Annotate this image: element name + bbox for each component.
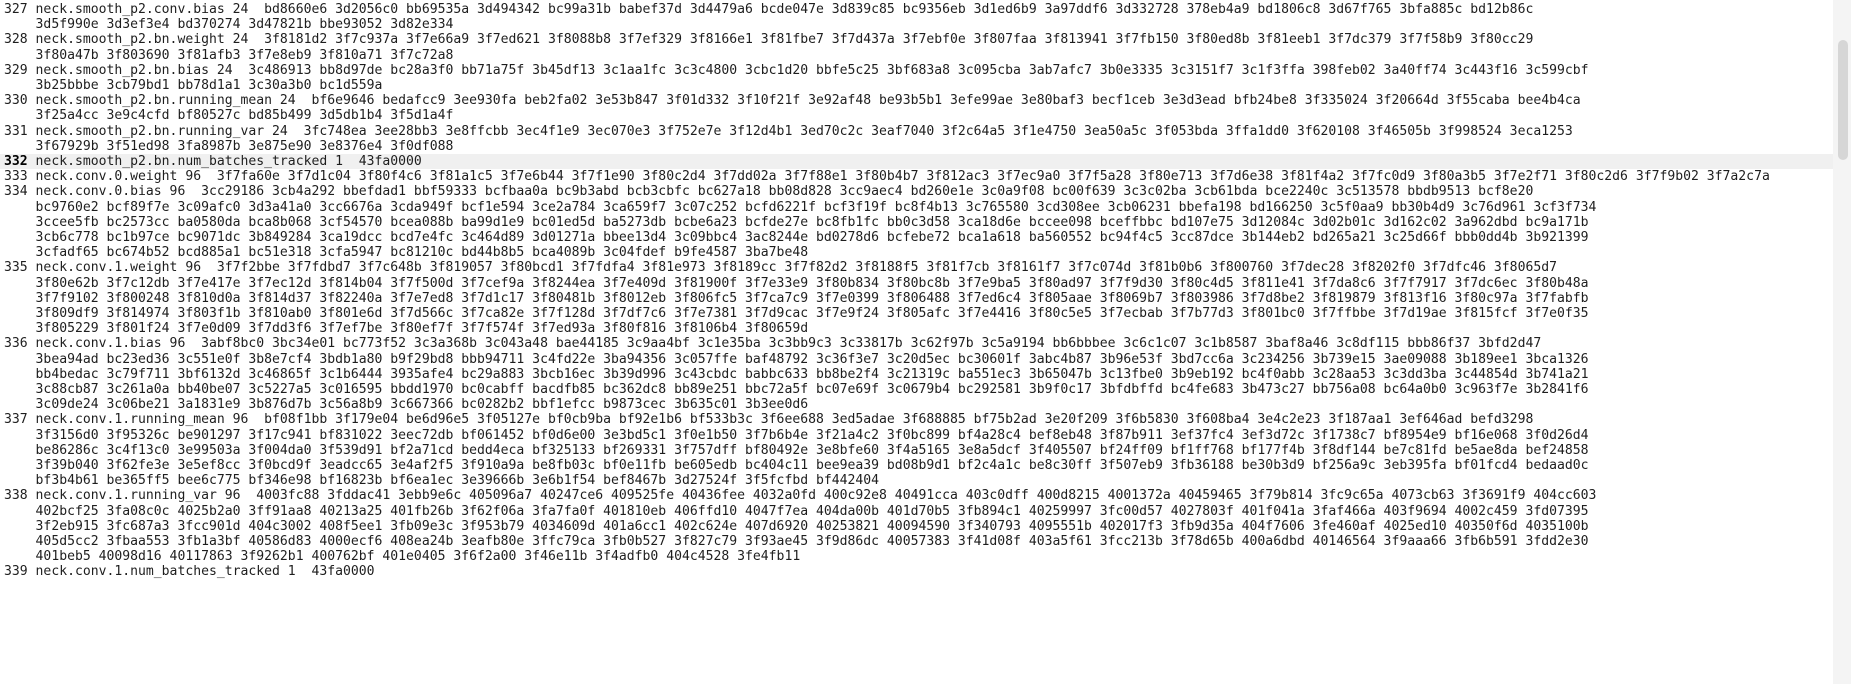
line-number: 334 xyxy=(4,184,36,200)
editor-line[interactable] xyxy=(0,367,1589,382)
line-text: 3f25a4cc 3e9c4cfd bf80527c bd85b499 3d5db1b4 3f5d1a4f xyxy=(35,108,454,124)
editor-line[interactable] xyxy=(0,321,808,336)
line-text: 3f3156d0 3f95326c be901297 3f17c941 bf831022 3eec72db bf061452 bf0d6e00 3e3bd5c1 3f0e1b50 3f7b6b4e 3f21a4c2 3f0bc899 bf4a28c4 bef8eb48 3f87b911 3ef37fc4 3ef3d72c 3f1738c7 bf8954e9 bf16e068 3f0d26d4 xyxy=(35,427,1589,443)
line-text: 3f7f9102 3f800248 3f810d0a 3f814d37 3f82240a 3f7e7ed8 3f7d1c17 3f80481b 3f8012eb 3f806fc5 3f7ca7c9 3f7e0399 3f806488 3f7ed6c4 3f805aae 3f8069b7 3f803986 3f7d8be2 3f819879 3f813f16 3f80c97a 3f7fabfb xyxy=(35,290,1589,306)
scrollbar-thumb[interactable] xyxy=(1838,40,1848,160)
editor-line[interactable] xyxy=(0,230,1589,245)
line-number xyxy=(4,504,36,519)
line-text: bf3b4b61 be365ff5 bee6c775 bf346e98 bf16823b bf6ea1ec 3e39666b 3e6b1f54 bef8467b 3d27524f 3f5fcfbd bf442404 xyxy=(35,473,880,489)
line-text: 3c88cb87 3c261a0a bb40be07 3c5227a5 3c016595 bbdd1970 bc0cabff bacdfb85 bc362dc8 bb89e251 bbc72a5f bc07e69f 3c0679b4 bc292581 3b9f0c17 3bfdbffd bc4fe683 3b473c27 bb756a08 bc64a0b0 3c963f7e 3b2841f6 xyxy=(35,382,1589,397)
line-text: neck.conv.1.bias 96 3abf8bc0 3bc34e01 bc773f52 3c3a368b 3c043a48 bae44185 3c9aa4bf 3c1e35ba 3c3bb9c3 3c33817b 3c62f97b 3c5a9194 bb6bbbee 3c6c1c07 3c1b8587 3baf8a46 3c8df115 bbb86f37 3bfd2d47 xyxy=(35,336,1542,352)
line-number xyxy=(4,321,36,336)
line-text: 3f2eb915 3fc687a3 3fcc901d 404c3002 408f5ee1 3fb09e3c 3f953b79 4034609d 401a6cc1 402c624e 407d6920 40253821 40094590 3f340793 4095551b 402017f3 3fb9d35a 404f7606 3fe460af 4025ed10 40350f6d 4035100b xyxy=(35,518,1589,534)
vertical-scrollbar[interactable] xyxy=(1833,0,1851,684)
editor-line[interactable] xyxy=(0,412,1533,427)
editor-line[interactable] xyxy=(0,428,1589,443)
line-number: 331 xyxy=(4,123,36,139)
line-number: 338 xyxy=(4,488,36,504)
line-number xyxy=(4,443,36,458)
editor-line[interactable] xyxy=(0,458,1589,473)
line-text: 3f80a47b 3f803690 3f81afb3 3f7e8eb9 3f810a71 3f7c72a8 xyxy=(35,47,454,63)
editor-line[interactable] xyxy=(0,564,375,579)
line-number xyxy=(4,428,36,443)
editor-line[interactable] xyxy=(0,488,1596,503)
line-number xyxy=(4,48,36,63)
line-text: 3cfadf65 bc674b52 bcd885a1 bc51e318 3cfa5947 bc81210c bd44b8b5 bca4089b 3c04fdef b9fe4587 3ba7be48 xyxy=(35,245,809,261)
editor-line[interactable] xyxy=(0,519,1589,534)
line-text: 3f67929b 3f51ed98 3fa8987b 3e875e90 3e8376e4 3f0df088 xyxy=(35,138,454,154)
line-number xyxy=(4,519,36,534)
line-number: 332 xyxy=(4,154,36,169)
line-number xyxy=(4,17,36,32)
editor-line[interactable] xyxy=(0,200,1596,215)
editor-line[interactable] xyxy=(0,63,1589,78)
editor-line[interactable] xyxy=(0,276,1589,291)
line-number xyxy=(4,549,36,564)
line-number xyxy=(4,108,36,123)
line-number: 333 xyxy=(4,169,36,185)
line-text: 3d5f990e 3d3ef3e4 bd370274 3d47821b bbe93052 3d82e334 xyxy=(35,17,454,33)
editor-line[interactable] xyxy=(0,473,879,488)
editor-line[interactable] xyxy=(0,260,1557,275)
line-text: neck.conv.0.bias 96 3cc29186 3cb4a292 bbefdad1 bbf59333 bcfbaa0a bc9b3abd bcb3cbfc bc627a18 bb08d828 3cc9aec4 bd260e1e 3c0a9f08 bc00f639 3c3c02ba 3cb61bda bce2240c 3c513578 bbdb9513 bcf8e20 xyxy=(35,184,1534,200)
editor-line[interactable] xyxy=(0,93,1581,108)
editor-line[interactable] xyxy=(0,184,1533,199)
editor-line[interactable] xyxy=(0,382,1589,397)
line-number xyxy=(4,367,36,382)
editor-line[interactable] xyxy=(0,443,1589,458)
line-number: 327 xyxy=(4,2,36,17)
editor-line[interactable] xyxy=(0,352,1589,367)
editor-line[interactable] xyxy=(0,169,1770,184)
editor-line[interactable] xyxy=(0,291,1589,306)
line-number xyxy=(4,215,36,230)
line-number: 336 xyxy=(4,336,36,352)
line-text: neck.smooth_p2.conv.bias 24 bd8660e6 3d2056c0 bb69535a 3d494342 bc99a31b babef37d 3d4479a6 bcde047e 3d839c85 bc9356eb 3d1ed6b9 3a97ddf6 3d332728 378eb4a9 bd1806c8 3d67f765 3bfa885c bd12b86c xyxy=(35,2,1534,17)
line-text: neck.conv.1.num_batches_tracked 1 43fa0000 xyxy=(35,564,375,580)
line-number xyxy=(4,397,36,412)
line-number xyxy=(4,352,36,367)
line-text: neck.smooth_p2.bn.weight 24 3f8181d2 3f7c937a 3f7e66a9 3f7ed621 3f8088b8 3f7ef329 3f8166e1 3f81fbe7 3f7d437a 3f7ebf0e 3f807faa 3f813941 3f7fb150 3f80ed8b 3f81eeb1 3f7dc379 3f7f58b9 3f80cc29 xyxy=(35,32,1534,48)
editor-line[interactable] xyxy=(0,504,1589,519)
editor-line[interactable] xyxy=(0,2,1533,17)
editor-line[interactable] xyxy=(0,32,1533,47)
line-number xyxy=(4,382,36,397)
current-line[interactable] xyxy=(0,154,1833,169)
line-text: 3f39b040 3f62fe3e 3e5ef8cc 3f0bcd9f 3eadcc65 3e4af2f5 3f910a9a be8fb03c bf0e11fb be605edb bc404c11 bee9ea39 bd08b9d1 bf2c4a1c be8c30ff 3f507eb9 3fb36188 be30b3d9 bf256a9c 3eb395fa bf01fcd4 bedaad0c xyxy=(35,458,1589,473)
line-text: 401beb5 40098d16 40117863 3f9262b1 400762bf 401e0405 3f6f2a00 3f46e11b 3f4adfb0 404c4528 3fe4fb11 xyxy=(35,549,801,565)
line-text: neck.smooth_p2.bn.bias 24 3c486913 bb8d97de bc28a3f0 bb71a75f 3b45df13 3c1aa1fc 3c3c4800 3cbc1d20 bbfe5c25 3bf683a8 3c095cba 3ab7afc7 3b0e3335 3c3151f7 3c1f3ffa 398feb02 3a40ff74 3c443f16 3c599cbf xyxy=(35,62,1589,78)
line-text: 3b25bbbe 3cb79bd1 bb78d1a1 3c30a3b0 bc1d559a xyxy=(35,78,383,93)
editor-line[interactable] xyxy=(0,549,800,564)
line-text: be86286c 3c4f13c0 3e99503a 3f004da0 3f539d91 bf2a71cd bedd4eca bf325133 bf269331 3f757dff bf80492e 3e8bfe60 3f4a5165 3e8a5dcf 3f405507 bf24ff09 bf1ff768 bf177f4b 3f8df144 be7c81fd be5ae8da bef24858 xyxy=(35,442,1589,458)
editor-line[interactable] xyxy=(0,48,453,63)
line-text: 3f805229 3f801f24 3f7e0d09 3f7dd3f6 3f7ef7be 3f80ef7f 3f7f574f 3f7ed93a 3f80f816 3f8106b4 3f80659d xyxy=(35,321,809,337)
editor-line[interactable] xyxy=(0,78,382,93)
line-number xyxy=(4,534,36,549)
line-text: 3cb6c778 bc1b97ce bc9071dc 3b849284 3ca19dcc bcd7e4fc 3c464d89 3d01271a bbee13d4 3c09bbc4 3ac8244e bd0278d6 bcfebe72 bca1a618 ba560552 bc94f4c5 3cc87dce 3b144eb2 bd265a21 3c25d66f bbb0dd4b 3b921399 xyxy=(35,230,1589,245)
line-number xyxy=(4,473,36,488)
line-text: 402bcf25 3fa08c0c 4025b2a0 3ff91aa8 40213a25 401fb26b 3f62f06a 3fa7fa0f 401810eb 406ffd10 4047f7ea 404da00b 401d70b5 3fb894c1 40259997 3fc00d57 4027803f 401f041a 3faf466a 403f9694 4002c459 3fd07395 xyxy=(35,503,1589,519)
editor-line[interactable] xyxy=(0,139,453,154)
editor-line[interactable] xyxy=(0,306,1589,321)
line-number xyxy=(4,78,36,93)
line-number xyxy=(4,139,36,154)
line-number xyxy=(4,291,36,306)
line-number xyxy=(4,200,36,215)
line-text: neck.smooth_p2.bn.running_var 24 3fc748ea 3ee28bb3 3e8ffcbb 3ec4f1e9 3ec070e3 3f752e7e 3f12d4b1 3ed70c2c 3eaf7040 3f2c64a5 3f1e4750 3ea50a5c 3f053bda 3ffa1dd0 3f620108 3f46505b 3f998524 3eca1253 xyxy=(35,123,1573,139)
line-number: 328 xyxy=(4,32,36,48)
editor-line[interactable] xyxy=(0,534,1589,549)
line-text: 405d5cc2 3fbaa553 3fb1a3bf 40586d83 4000ecf6 408ea24b 3eafb80e 3ffc79ca 3fb0b527 3f827c79 3f93ae45 3f9d86dc 40057383 3f41d08f 403a5f61 3fcc213b 3f78d65b 400a6dbd 40146564 3f9aaa66 3fb6b591 3fdd2e30 xyxy=(35,534,1589,549)
line-text: 3c09de24 3c06be21 3a1831e9 3b876d7b 3c56a8b9 3c667366 bc0282b2 bbf1efcc b9873cec 3b635c01 3b3ee0d6 xyxy=(35,397,809,413)
line-text: 3ccee5fb bc2573cc ba0580da bca8b068 3cf54570 bcea088b ba99d1e9 bc01ed5d ba5273db bcbe6a23 bcfde27e bc8fb1fc bb0c3d58 3ca18d6e bccee098 bceffbbc bd107e75 3d12084c 3d02b01c 3d162c02 3a962dbd bc9a171b xyxy=(35,214,1589,230)
line-number: 330 xyxy=(4,93,36,109)
line-number xyxy=(4,230,36,245)
line-text: neck.smooth_p2.bn.running_mean 24 bf6e9646 bedafcc9 3ee930fa beb2fa02 3e53b847 3f01d332 3f10f21f 3e92af48 be93b5b1 3efe99ae 3e80baf3 becf1ceb 3e3d3ead bfb24be8 3f335024 3f20664d 3f55caba bee4b4ca xyxy=(35,93,1581,109)
line-number xyxy=(4,276,36,291)
line-text: neck.conv.0.weight 96 3f7fa60e 3f7d1c04 3f80f4c6 3f81a1c5 3f7e6b44 3f7f1e90 3f80c2d4 3f7dd02a 3f7f88e1 3f80b4b7 3f812ac3 3f7ec9a0 3f7f5a28 3f80e713 3f7d6e38 3f81f4a2 3f7fc0d9 3f80a3b5 3f7e2f71 3f80c2d6 3f7f9b02 3f7a2c7a xyxy=(35,169,1770,185)
line-text: neck.conv.1.weight 96 3f7f2bbe 3f7fdbd7 3f7c648b 3f819057 3f80bcd1 3f7fdfa4 3f81e973 3f8189cc 3f7f82d2 3f8188f5 3f81f7cb 3f8161f7 3f7c074d 3f81b0b6 3f800760 3f7dec28 3f8202f0 3f7dfc46 3f8065d7 xyxy=(35,260,1557,276)
editor-line[interactable] xyxy=(0,124,1573,139)
line-number: 337 xyxy=(4,412,36,428)
line-number: 335 xyxy=(4,260,36,276)
line-number: 339 xyxy=(4,564,36,580)
line-text: 3f809df9 3f814974 3f803f1b 3f810ab0 3f801e6d 3f7d566c 3f7ca82e 3f7f128d 3f7df7c6 3f7e7381 3f7d9cac 3f7e9f24 3f805afc 3f7e4416 3f80c5e5 3f7ecbab 3f7b77d3 3f801bc0 3f7ffbbe 3f7d19ae 3f815fcf 3f7e0f35 xyxy=(35,306,1589,321)
line-text: 3bea94ad bc23ed36 3c551e0f 3b8e7cf4 3bdb1a80 b9f29bd8 bbb94711 3c4fd22e 3ba94356 3c057ffe baf48792 3c36f3e7 3c20d5ec bc30601f 3abc4b87 3b96e53f 3bd7cc6a 3c234256 3b739e15 3ae09088 3b189ee1 3bca1326 xyxy=(35,351,1589,367)
editor-line[interactable] xyxy=(0,245,808,260)
line-text: bb4bedac 3c79f711 3bf6132d 3c46865f 3c1b6444 3935afe4 bc29a883 3bcb16ec 3b39d996 3c43cbdc babbc633 bb8be2f4 3c21319c ba551ec3 3b65047b 3c13fbe0 3b9eb192 bc4f0abb 3c28aa53 3c3dd3ba 3c44854d 3b741a21 xyxy=(35,366,1589,382)
line-text: bc9760e2 bcf89f7e 3c09afc0 3d3a41a0 3cc6676a 3cda949f bcf1e594 3ce2a784 3ca659f7 3c07c252 bcfd6221f bcf3f19f bc8f4b13 3c765580 3cd308ee 3cb06231 bbefa198 bd166250 3c5f0aa9 bb30b4d9 3c76d961 3cf3f734 xyxy=(35,199,1597,215)
line-text: neck.conv.1.running_mean 96 bf08f1bb 3f179e04 be6d96e5 3f05127e bf0cb9ba bf92e1b6 bf533b3c 3f6ee688 3ed5adae 3f688885 bf75b2ad 3e20f209 3f6b5830 3f608ba4 3e4c2e23 3f187aa1 3ef646ad befd3298 xyxy=(35,412,1534,428)
line-text: neck.conv.1.running_var 96 4003fc88 3fddac41 3ebb9e6c 405096a7 40247ce6 409525fe 40436fee 4032a0fd 400c92e8 40491cca 403c0dff 400d8215 4001372a 40459465 3f79b814 3fc9c65a 4073cb63 3f3691f9 404cc603 xyxy=(35,488,1597,504)
line-text: 3f80e62b 3f7c12db 3f7e417e 3f7ec12d 3f814b04 3f7f500d 3f7cef9a 3f8244ea 3f7e409d 3f81900f 3f7e33e9 3f80b834 3f80bc8b 3f7e9ba5 3f80ad97 3f7f9d30 3f80c4d5 3f811e41 3f7da8c6 3f7f7917 3f7dc6ec 3f80b48a xyxy=(35,275,1589,291)
editor-line[interactable] xyxy=(0,397,808,412)
line-number xyxy=(4,458,36,473)
editor-line[interactable] xyxy=(0,17,453,32)
editor-line[interactable] xyxy=(0,336,1541,351)
line-number xyxy=(4,245,36,260)
editor-line[interactable] xyxy=(0,108,453,123)
editor-line[interactable] xyxy=(0,215,1589,230)
line-number xyxy=(4,306,36,321)
line-text: neck.smooth_p2.bn.num_batches_tracked 1 43fa0000 xyxy=(35,154,422,169)
line-number: 329 xyxy=(4,62,36,78)
